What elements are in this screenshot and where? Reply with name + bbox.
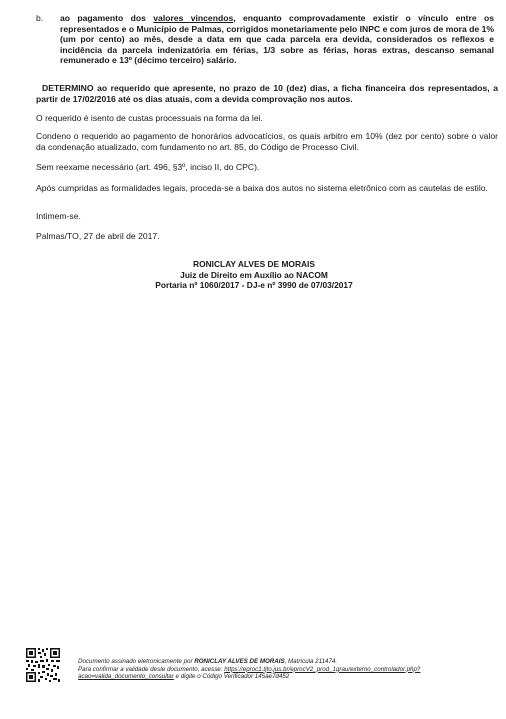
determino-keyword: DETERMINO xyxy=(42,83,94,93)
signer-portaria: Portaria nº 1060/2017 - DJ-e nº 3990 de 07/03/2017 xyxy=(155,280,353,291)
footer-text xyxy=(78,658,498,681)
item-b-paragraph xyxy=(38,13,494,66)
footer-matricula: , Matrícula 211474. xyxy=(284,658,338,665)
electronic-signature-footer xyxy=(26,648,496,682)
baixa-paragraph: Após cumpridas as formalidades legais, proceda-se a baixa dos autos no sistema eletrônico com as cautelas de estilo. xyxy=(36,183,488,193)
intimem-paragraph: Intimem-se. xyxy=(36,211,81,221)
footer-line-1 xyxy=(78,658,498,666)
footer-line-3 xyxy=(78,673,498,681)
local-data-paragraph: Palmas/TO, 27 de abril de 2017. xyxy=(36,231,160,241)
determino-text: ao requerido que apresente, no prazo de 10 (dez) dias, a ficha financeira dos representados, a partir de 17/02/2016 até os dias atuais, com a devida comprovação nos autos. xyxy=(36,83,498,104)
item-b-content xyxy=(60,13,494,66)
footer-line-2 xyxy=(78,666,498,674)
validation-link-continued[interactable]: acao=valida_documento_consultar xyxy=(78,673,174,681)
validation-link[interactable]: https://eproc1.tjto.jus.br/eprocV2_prod_1grau/externo_controlador.php? xyxy=(224,665,421,673)
signer-name: RONICLAY ALVES DE MORAIS xyxy=(193,259,315,269)
item-b-text-pre: ao pagamento dos xyxy=(60,13,154,23)
reexame-paragraph: Sem reexame necessário (art. 496, §3º, inciso II, do CPC). xyxy=(36,162,260,172)
item-b-text-post: , enquanto comprovadamente existir o vínculo entre os representados e o Município de Palmas, corrigidos monetariamente pelo INPC e com juros de mora de 1% (um por cento) ao mês, desde a data em que cada parcela era devida, considerados os reflexos e incidência da parcela indenizatória em férias, 1/3 sobre as férias, horas extras, descanso semanal remunerado e 13º (décimo terceiro) salário. xyxy=(60,13,494,66)
determino-paragraph xyxy=(36,83,498,104)
signature-block xyxy=(36,259,472,291)
footer-signed-by-label: Documento assinado eletronicamente por xyxy=(78,658,195,665)
qr-code-icon xyxy=(26,648,60,682)
footer-verification-code: e digite o Código Verificador 145ae7d452 xyxy=(173,673,290,681)
custas-paragraph: O requerido é isento de custas processuais na forma da lei. xyxy=(36,113,263,123)
signer-role: Juiz de Direito em Auxílio ao NACOM xyxy=(180,269,328,280)
footer-validate-label: Para confirmar a validade deste documento, acesse: xyxy=(78,665,225,673)
footer-signer-name: RONICLAY ALVES DE MORAIS xyxy=(194,658,285,665)
list-marker: b. xyxy=(36,13,44,23)
honorarios-paragraph: Condeno o requerido ao pagamento de honorários advocatícios, os quais arbitro em 10% (dez por cento) sobre o valor da condenação atualizado, com fundamento no art. 85, do Código de Processo Civil. xyxy=(36,131,498,152)
item-b-underlined: valores vincendos xyxy=(153,13,234,23)
